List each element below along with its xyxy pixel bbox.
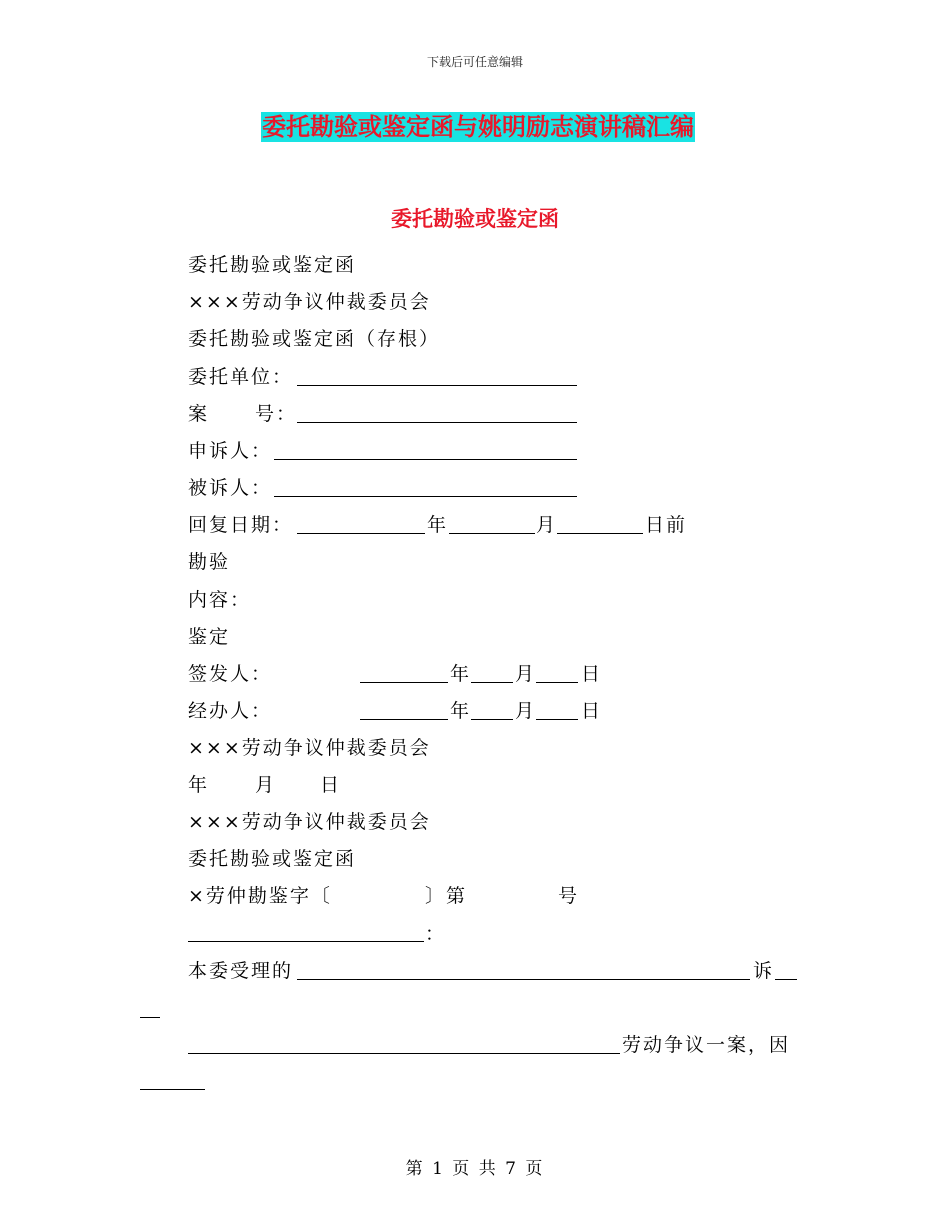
field-case-number: [188, 402, 297, 426]
blank-line: [297, 979, 750, 980]
day-label: 日前: [645, 514, 688, 536]
year-label: 年: [427, 514, 449, 536]
day-label: 日: [320, 774, 342, 796]
blank-line: [297, 385, 577, 386]
line-letter-name: 委托勘验或鉴定函: [188, 254, 357, 276]
line-content: 内容：: [188, 589, 252, 611]
year-label: 年: [450, 700, 472, 722]
line-letter-number-mid: 〕第: [425, 885, 468, 907]
month-label: 月: [255, 774, 277, 796]
field-entrusting-unit: [188, 365, 293, 389]
blank-line: [297, 422, 577, 423]
blank-line: [140, 1089, 205, 1090]
field-applicant: [188, 439, 272, 463]
line-case-accepted: 本委受理的: [188, 960, 294, 982]
year-label: 年: [188, 774, 210, 796]
blank-line: [297, 533, 425, 534]
field-label: 委托单位：: [188, 366, 294, 388]
line-committee: ×××劳动争议仲裁委员会: [188, 291, 431, 313]
line-committee-3: ×××劳动争议仲裁委员会: [188, 811, 431, 833]
field-label: 案: [188, 403, 210, 425]
line-appraisal: 鉴定: [188, 626, 231, 648]
day-label: 日: [581, 700, 603, 722]
line-letter-number-end: 号: [558, 885, 580, 907]
blank-line: [449, 533, 535, 534]
blank-line: [360, 719, 448, 720]
field-label: 被诉人：: [188, 477, 273, 499]
blank-line: [471, 682, 513, 683]
blank-line: [188, 941, 424, 942]
blank-line: [557, 533, 643, 534]
blank-line: [274, 496, 577, 497]
field-label: 号：: [255, 403, 298, 425]
month-label: 月: [515, 700, 537, 722]
field-handler: 经办人：: [188, 700, 273, 722]
line-stub-title: 委托勘验或鉴定函（存根）: [188, 328, 441, 350]
blank-line: [360, 682, 448, 683]
blank-line: [140, 1017, 160, 1018]
field-reply-date: [188, 513, 293, 537]
blank-line: [274, 459, 577, 460]
month-label: 月: [515, 663, 537, 685]
field-label: 回复日期：: [188, 514, 294, 536]
salutation-colon: ：: [425, 923, 447, 945]
blank-line: [188, 1053, 620, 1054]
line-dispute-case: 劳动争议一案，因: [622, 1034, 791, 1056]
section-title: 委托勘验或鉴定函: [391, 206, 559, 231]
header-note: 下载后可任意编辑: [426, 55, 523, 69]
line-letter-name-2: 委托勘验或鉴定函: [188, 848, 357, 870]
line-letter-number: ×劳仲勘鉴字〔: [188, 885, 332, 907]
day-label: 日: [581, 663, 603, 685]
year-label: 年: [450, 663, 472, 685]
document-title: 委托勘验或鉴定函与姚明励志演讲稿汇编: [262, 112, 694, 141]
blank-line: [536, 719, 578, 720]
field-issuer: 签发人：: [188, 663, 273, 685]
line-case-versus: 诉: [753, 960, 775, 982]
field-respondent: [188, 476, 272, 500]
line-committee-2: ×××劳动争议仲裁委员会: [188, 737, 431, 759]
page-footer: 第 1 页 共 7 页: [405, 1159, 545, 1179]
line-inspection: 勘验: [188, 551, 231, 573]
blank-line: [775, 979, 797, 980]
blank-line: [471, 719, 513, 720]
field-label: 申诉人：: [188, 440, 273, 462]
blank-line: [536, 682, 578, 683]
month-label: 月: [536, 514, 558, 536]
